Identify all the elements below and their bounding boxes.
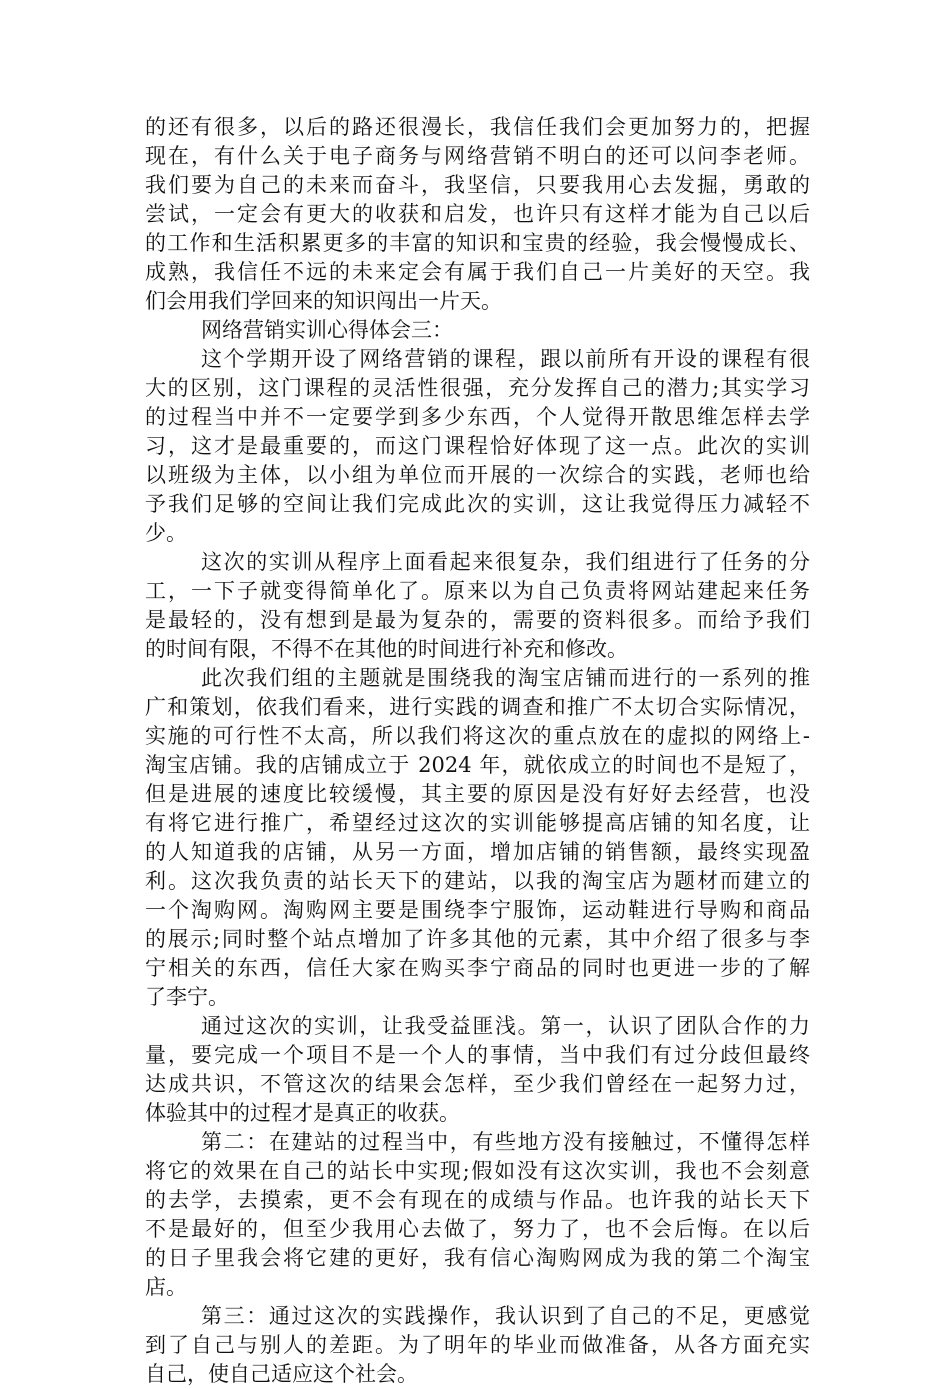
text-line: 现在，有什么关于电子商务与网络营销不明白的还可以问李老师。 [145, 144, 810, 168]
text-line: 自己，使自己适应这个社会。 [145, 1362, 418, 1386]
text-line: 将它的效果在自己的站长中实现;假如没有这次实训，我也不会刻意 [145, 1159, 810, 1183]
text-line: 实施的可行性不太高，所以我们将这次的重点放在的虚拟的网络上- [145, 724, 810, 748]
text-line: 到了自己与别人的差距。为了明年的毕业而做准备，从各方面充实 [145, 1333, 810, 1357]
text-line: 这次的实训从程序上面看起来很复杂，我们组进行了任务的分 [201, 550, 810, 574]
document-page [145, 113, 810, 1389]
text-line: 达成共识，不管这次的结果会怎样，至少我们曾经在一起努力过， [145, 1072, 810, 1096]
text-line: 的工作和生活积累更多的丰富的知识和宝贵的经验，我会慢慢成长、 [145, 231, 810, 255]
text-line: 利。这次我负责的站长天下的建站，以我的淘宝店为题材而建立的 [145, 869, 810, 893]
text-line: 以班级为主体，以小组为单位而开展的一次综合的实践，老师也给 [145, 463, 810, 487]
text-line: 通过这次的实训，让我受益匪浅。第一，认识了团队合作的力 [201, 1014, 810, 1038]
text-line: 的还有很多，以后的路还很漫长，我信任我们会更加努力的，把握 [145, 115, 810, 139]
text-line: 量，要完成一个项目不是一个人的事情，当中我们有过分歧但最终 [145, 1043, 810, 1067]
text-line: 的展示;同时整个站点增加了许多其他的元素，其中介绍了很多与李 [145, 927, 810, 951]
text-line: 的过程当中并不一定要学到多少东西，个人觉得开散思维怎样去学 [145, 405, 810, 429]
text-line: 是最轻的，没有想到是最为复杂的，需要的资料很多。而给予我们 [145, 608, 810, 632]
text-line: 成熟，我信任不远的未来定会有属于我们自己一片美好的天空。我 [145, 260, 810, 284]
text-line: 们会用我们学回来的知识闯出一片天。 [145, 289, 502, 313]
text-line: 广和策划，依我们看来，进行实践的调查和推广不太切合实际情况， [145, 695, 810, 719]
text-line: 网络营销实训心得体会三： [201, 318, 453, 342]
text-line: 淘宝店铺。我的店铺成立于 2024 年，就依成立的时间也不是短了， [145, 753, 810, 777]
text-line: 这个学期开设了网络营销的课程，跟以前所有开设的课程有很 [201, 347, 810, 371]
text-line: 有将它进行推广，希望经过这次的实训能够提高店铺的知名度，让 [145, 811, 810, 835]
text-line: 的时间有限，不得不在其他的时间进行补充和修改。 [145, 637, 628, 661]
text-line: 第三：通过这次的实践操作，我认识到了自己的不足，更感觉 [201, 1304, 810, 1328]
text-line: 宁相关的东西，信任大家在购买李宁商品的同时也更进一步的了解 [145, 956, 810, 980]
text-line: 此次我们组的主题就是围绕我的淘宝店铺而进行的一系列的推 [201, 666, 810, 690]
text-line: 习，这才是最重要的，而这门课程恰好体现了这一点。此次的实训 [145, 434, 810, 458]
text-line: 我们要为自己的未来而奋斗，我坚信，只要我用心去发掘，勇敢的 [145, 173, 810, 197]
text-line: 了李宁。 [145, 985, 229, 1009]
text-line: 的人知道我的店铺，从另一方面，增加店铺的销售额，最终实现盈 [145, 840, 810, 864]
text-line: 工，一下子就变得简单化了。原来以为自己负责将网站建起来任务 [145, 579, 810, 603]
text-line: 一个淘购网。淘购网主要是围绕李宁服饰，运动鞋进行导购和商品 [145, 898, 810, 922]
text-line: 但是进展的速度比较缓慢，其主要的原因是没有好好去经营，也没 [145, 782, 810, 806]
text-line: 的去学，去摸索，更不会有现在的成绩与作品。也许我的站长天下 [145, 1188, 810, 1212]
text-line: 尝试，一定会有更大的收获和启发，也许只有这样才能为自己以后 [145, 202, 810, 226]
text-line: 不是最好的，但至少我用心去做了，努力了，也不会后悔。在以后 [145, 1217, 810, 1241]
text-line: 体验其中的过程才是真正的收获。 [145, 1101, 460, 1125]
text-line: 第二：在建站的过程当中，有些地方没有接触过，不懂得怎样 [201, 1130, 810, 1154]
text-line: 予我们足够的空间让我们完成此次的实训，这让我觉得压力减轻不 [145, 492, 810, 516]
text-line: 店。 [145, 1275, 187, 1299]
text-line: 少。 [145, 521, 187, 545]
text-line: 的日子里我会将它建的更好，我有信心淘购网成为我的第二个淘宝 [145, 1246, 810, 1270]
text-line: 大的区别，这门课程的灵活性很强，充分发挥自己的潜力;其实学习 [145, 376, 810, 400]
